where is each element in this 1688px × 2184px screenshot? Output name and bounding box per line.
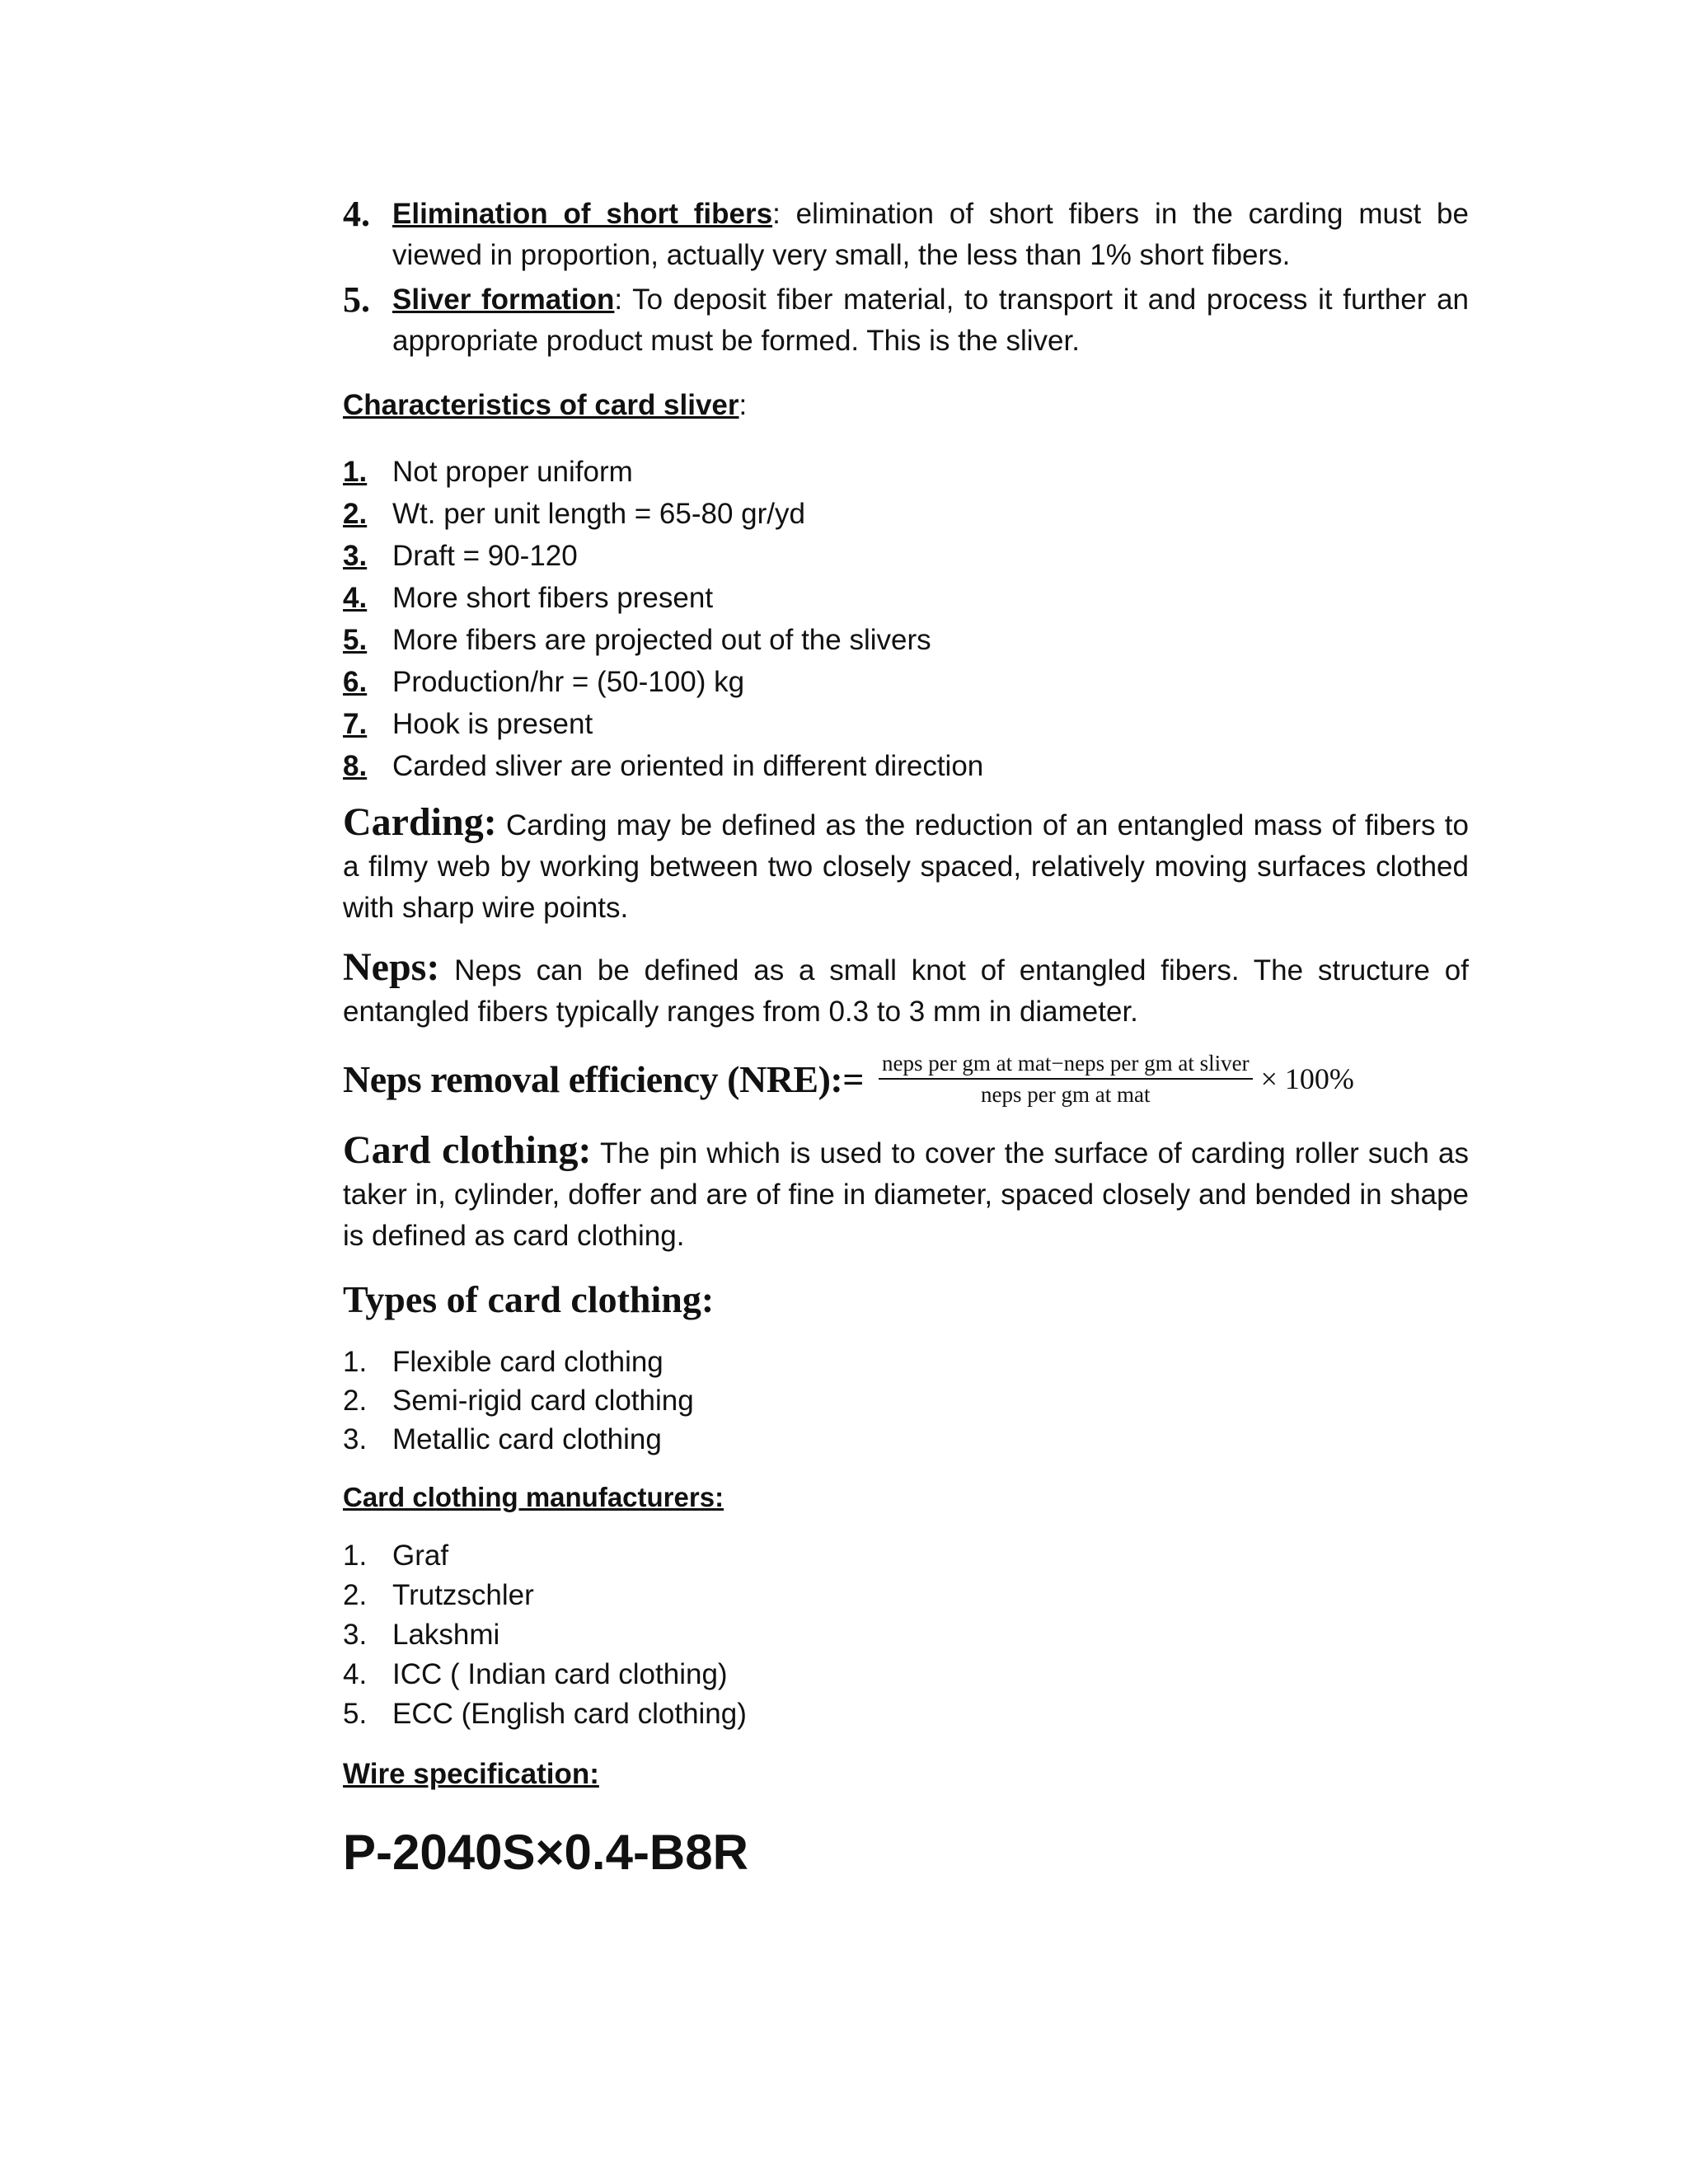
carding-text: Carding may be defined as the reduction of an entangled mass of fibers to a filmy web by working between two closely spaced, relatively moving surfaces clothed with sharp wire points. [343, 809, 1469, 924]
manufacturers-heading: Card clothing manufacturers: [343, 1482, 724, 1512]
characteristics-list [343, 451, 1469, 787]
nre-formula [343, 1039, 1469, 1118]
list-item: 4. More short fibers present [343, 582, 714, 614]
list-item: 2. Semi-rigid card clothing [343, 1385, 694, 1417]
item-text: : To deposit fiber material, to transport it and process it further an appropriate product must be formed. This is the sliver. [392, 284, 1469, 357]
list-item: 3. Lakshmi [343, 1619, 500, 1651]
list-item: 5. ECC (English card clothing) [343, 1698, 747, 1730]
list-item: 8. Carded sliver are oriented in different direction [343, 750, 984, 782]
list-item [343, 279, 1469, 362]
list-item [343, 194, 1469, 276]
list-item: 3. Metallic card clothing [343, 1423, 662, 1455]
nre-label: Neps removal efficiency (NRE):= [343, 1057, 864, 1100]
list-item: 1. Graf [343, 1540, 449, 1572]
types-title: Types of card clothing: [343, 1278, 715, 1320]
page-content [343, 194, 1469, 1886]
list-item: 3. Draft = 90-120 [343, 540, 578, 572]
nre-denominator: neps per gm at mat [981, 1082, 1151, 1107]
list-item: 1. Flexible card clothing [343, 1346, 663, 1378]
list-item: 5. More fibers are projected out of the slivers [343, 624, 931, 656]
item-term: Elimination of short fibers [392, 198, 773, 230]
list-item: 4. ICC ( Indian card clothing) [343, 1658, 728, 1690]
wire-spec-heading: Wire specification: [343, 1758, 599, 1790]
wire-spec-value: P-2040S×0.4-B8R [343, 1825, 748, 1880]
list-item: 6. Production/hr = (50-100) kg [343, 666, 745, 698]
card-clothing-definition [343, 1130, 1469, 1257]
item-number: 5. [343, 279, 370, 320]
list-item: 2. Trutzschler [343, 1579, 534, 1611]
neps-term: Neps: [343, 945, 440, 989]
list-item: 7. Hook is present [343, 708, 593, 740]
carding-definition [343, 802, 1469, 929]
neps-definition [343, 947, 1469, 1033]
item-number: 4. [343, 194, 370, 234]
characteristics-heading: Characteristics of card sliver: [343, 389, 748, 421]
item-term: Sliver formation [392, 284, 615, 316]
carding-term: Carding: [343, 800, 497, 844]
manufacturers-list [343, 1536, 1469, 1734]
neps-text: Neps can be defined as a small knot of entangled fibers. The structure of entangled fibers typically ranges from 0.3 to 3 mm in diameter. [343, 954, 1469, 1028]
types-list [343, 1343, 1469, 1459]
card-clothing-text: The pin which is used to cover the surface of carding roller such as taker in, cylinder, doffer and are of fine in diameter, spaced closely and bended in shape is defined as card clothing. [343, 1137, 1469, 1252]
item-text: : elimination of short fibers in the carding must be viewed in proportion, actually very small, the less than 1% short fibers. [392, 198, 1469, 271]
card-clothing-term: Card clothing: [343, 1128, 592, 1172]
list-item: 1. Not proper uniform [343, 456, 633, 488]
nre-fraction [879, 1048, 1253, 1109]
nre-numerator: neps per gm at mat−neps per gm at sliver [879, 1048, 1253, 1080]
nre-multiplier: × 100% [1260, 1062, 1354, 1095]
list-item: 2. Wt. per unit length = 65-80 gr/yd [343, 498, 805, 530]
